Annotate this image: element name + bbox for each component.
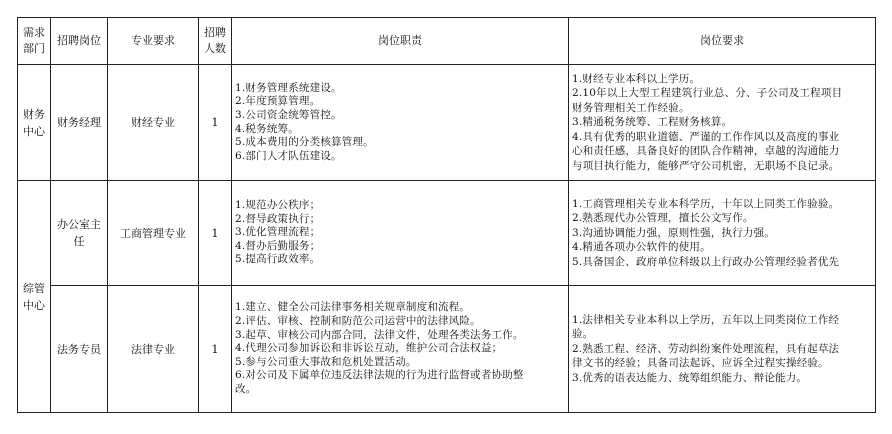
duty-line: 5.参与公司重大事故和危机处置活动。: [235, 355, 417, 368]
requirement-line: 5.具备国企、政府单位科级以上行政办公管理经验者优先: [572, 255, 840, 268]
recruitment-table: [17, 17, 876, 413]
header-count: 招聘人数: [199, 18, 232, 65]
requirements-cell: [569, 286, 876, 413]
requirement-line: 2.熟悉现代办公管理，擅长公文写作。: [572, 212, 754, 225]
duty-line: 1.财务管理系统建设。: [235, 81, 342, 94]
table-row: [18, 65, 876, 181]
position-cell: 法务专员: [51, 286, 108, 413]
position-cell: 财务经理: [51, 65, 108, 181]
header-duties: 岗位职责: [232, 18, 569, 65]
duty-line: 1.建立、健全公司法律事务相关规章制度和流程。: [235, 301, 471, 314]
position-cell: 办公室主任: [51, 181, 108, 286]
requirement-line: 财务管理相关工作经验。: [572, 101, 690, 114]
duties-cell: [232, 286, 569, 413]
duty-line: 2.评估、审核、控制和防范公司运营中的法律风险。: [235, 315, 481, 328]
requirement-line: 4.精通各项办公软件的使用。: [572, 241, 711, 254]
requirements-cell: [569, 181, 876, 286]
dept-cell: 综管中心: [18, 181, 51, 413]
dept-cell: 财务中心: [18, 65, 51, 181]
requirement-line: 3.精通税务统筹、工程财务核算。: [572, 116, 733, 129]
duty-line: 4.督办后勤服务；: [235, 239, 321, 252]
header-requirements: 岗位要求: [569, 18, 876, 65]
duty-line: 5.提高行政效率。: [235, 253, 321, 266]
requirement-line: 3.优秀的语表达能力、统筹组织能力、辩论能力。: [572, 371, 808, 384]
count-cell: 1: [199, 65, 232, 181]
duty-line: 2.年度预算管理。: [235, 95, 321, 108]
duty-line: 2.督导政策执行；: [235, 212, 321, 225]
duty-line: 5.成本费用的分类核算管理。: [235, 136, 374, 149]
header-dept: 需求部门: [18, 18, 51, 65]
duty-line: 3.起草、审核公司内部合同，法律文件，处理各类法务工作。: [235, 328, 524, 341]
header-row: [18, 18, 876, 65]
table-row: [18, 181, 876, 286]
requirement-line: 验。: [572, 328, 594, 341]
duty-line: 4.代理公司参加诉讼和非诉讼互动，维护公司合法权益；: [235, 342, 503, 355]
requirement-line: 1.工商管理相关专业本科学历，十年以上同类工作验验。: [572, 197, 840, 210]
requirement-line: 律文书的经验；具备司法起诉、应诉全过程实操经验。: [572, 357, 829, 370]
requirement-line: 3.沟通协调能力强，原则性强，执行力强。: [572, 226, 776, 239]
duty-line: 6.部门人才队伍建设。: [235, 149, 342, 162]
major-cell: 法律专业: [108, 286, 199, 413]
major-cell: 财经专业: [108, 65, 199, 181]
duties-cell: [232, 181, 569, 286]
table-row: [18, 286, 876, 413]
duty-line: 1.规范办公秩序；: [235, 199, 321, 212]
duty-line: 3.优化管理流程；: [235, 226, 321, 239]
header-major: 专业要求: [108, 18, 199, 65]
requirement-line: 4.具有优秀的职业道德、严谨的工作作风以及高度的事业: [572, 130, 840, 143]
count-cell: 1: [199, 286, 232, 413]
major-cell: 工商管理专业: [108, 181, 199, 286]
requirement-line: 心和责任感，具备良好的团队合作精神，卓越的沟通能力: [572, 145, 840, 158]
requirement-line: 1.法律相关专业本科以上学历，五年以上同类岗位工作经: [572, 313, 840, 326]
duty-line: 6.对公司及下属单位违反法律法规的行为进行监督或者协助整: [235, 369, 524, 382]
duty-line: 3.公司资金统筹管控。: [235, 108, 342, 121]
count-cell: 1: [199, 181, 232, 286]
duty-line: 4.税务统筹。: [235, 122, 299, 135]
requirements-cell: [569, 65, 876, 181]
requirement-line: 2.10年以上大型工程建筑行业总、分、子公司及工程项目: [572, 87, 843, 100]
header-position: 招聘岗位: [51, 18, 108, 65]
requirement-line: 与项目执行能力，能够严守公司机密，无职场不良记录。: [572, 159, 840, 172]
requirement-line: 2.熟悉工程、经济、劳动纠纷案件处理流程，具有起草法: [572, 342, 840, 355]
duties-cell: [232, 65, 569, 181]
duty-line: 改。: [235, 382, 257, 395]
requirement-line: 1.财经专业本科以上学历。: [572, 73, 701, 86]
